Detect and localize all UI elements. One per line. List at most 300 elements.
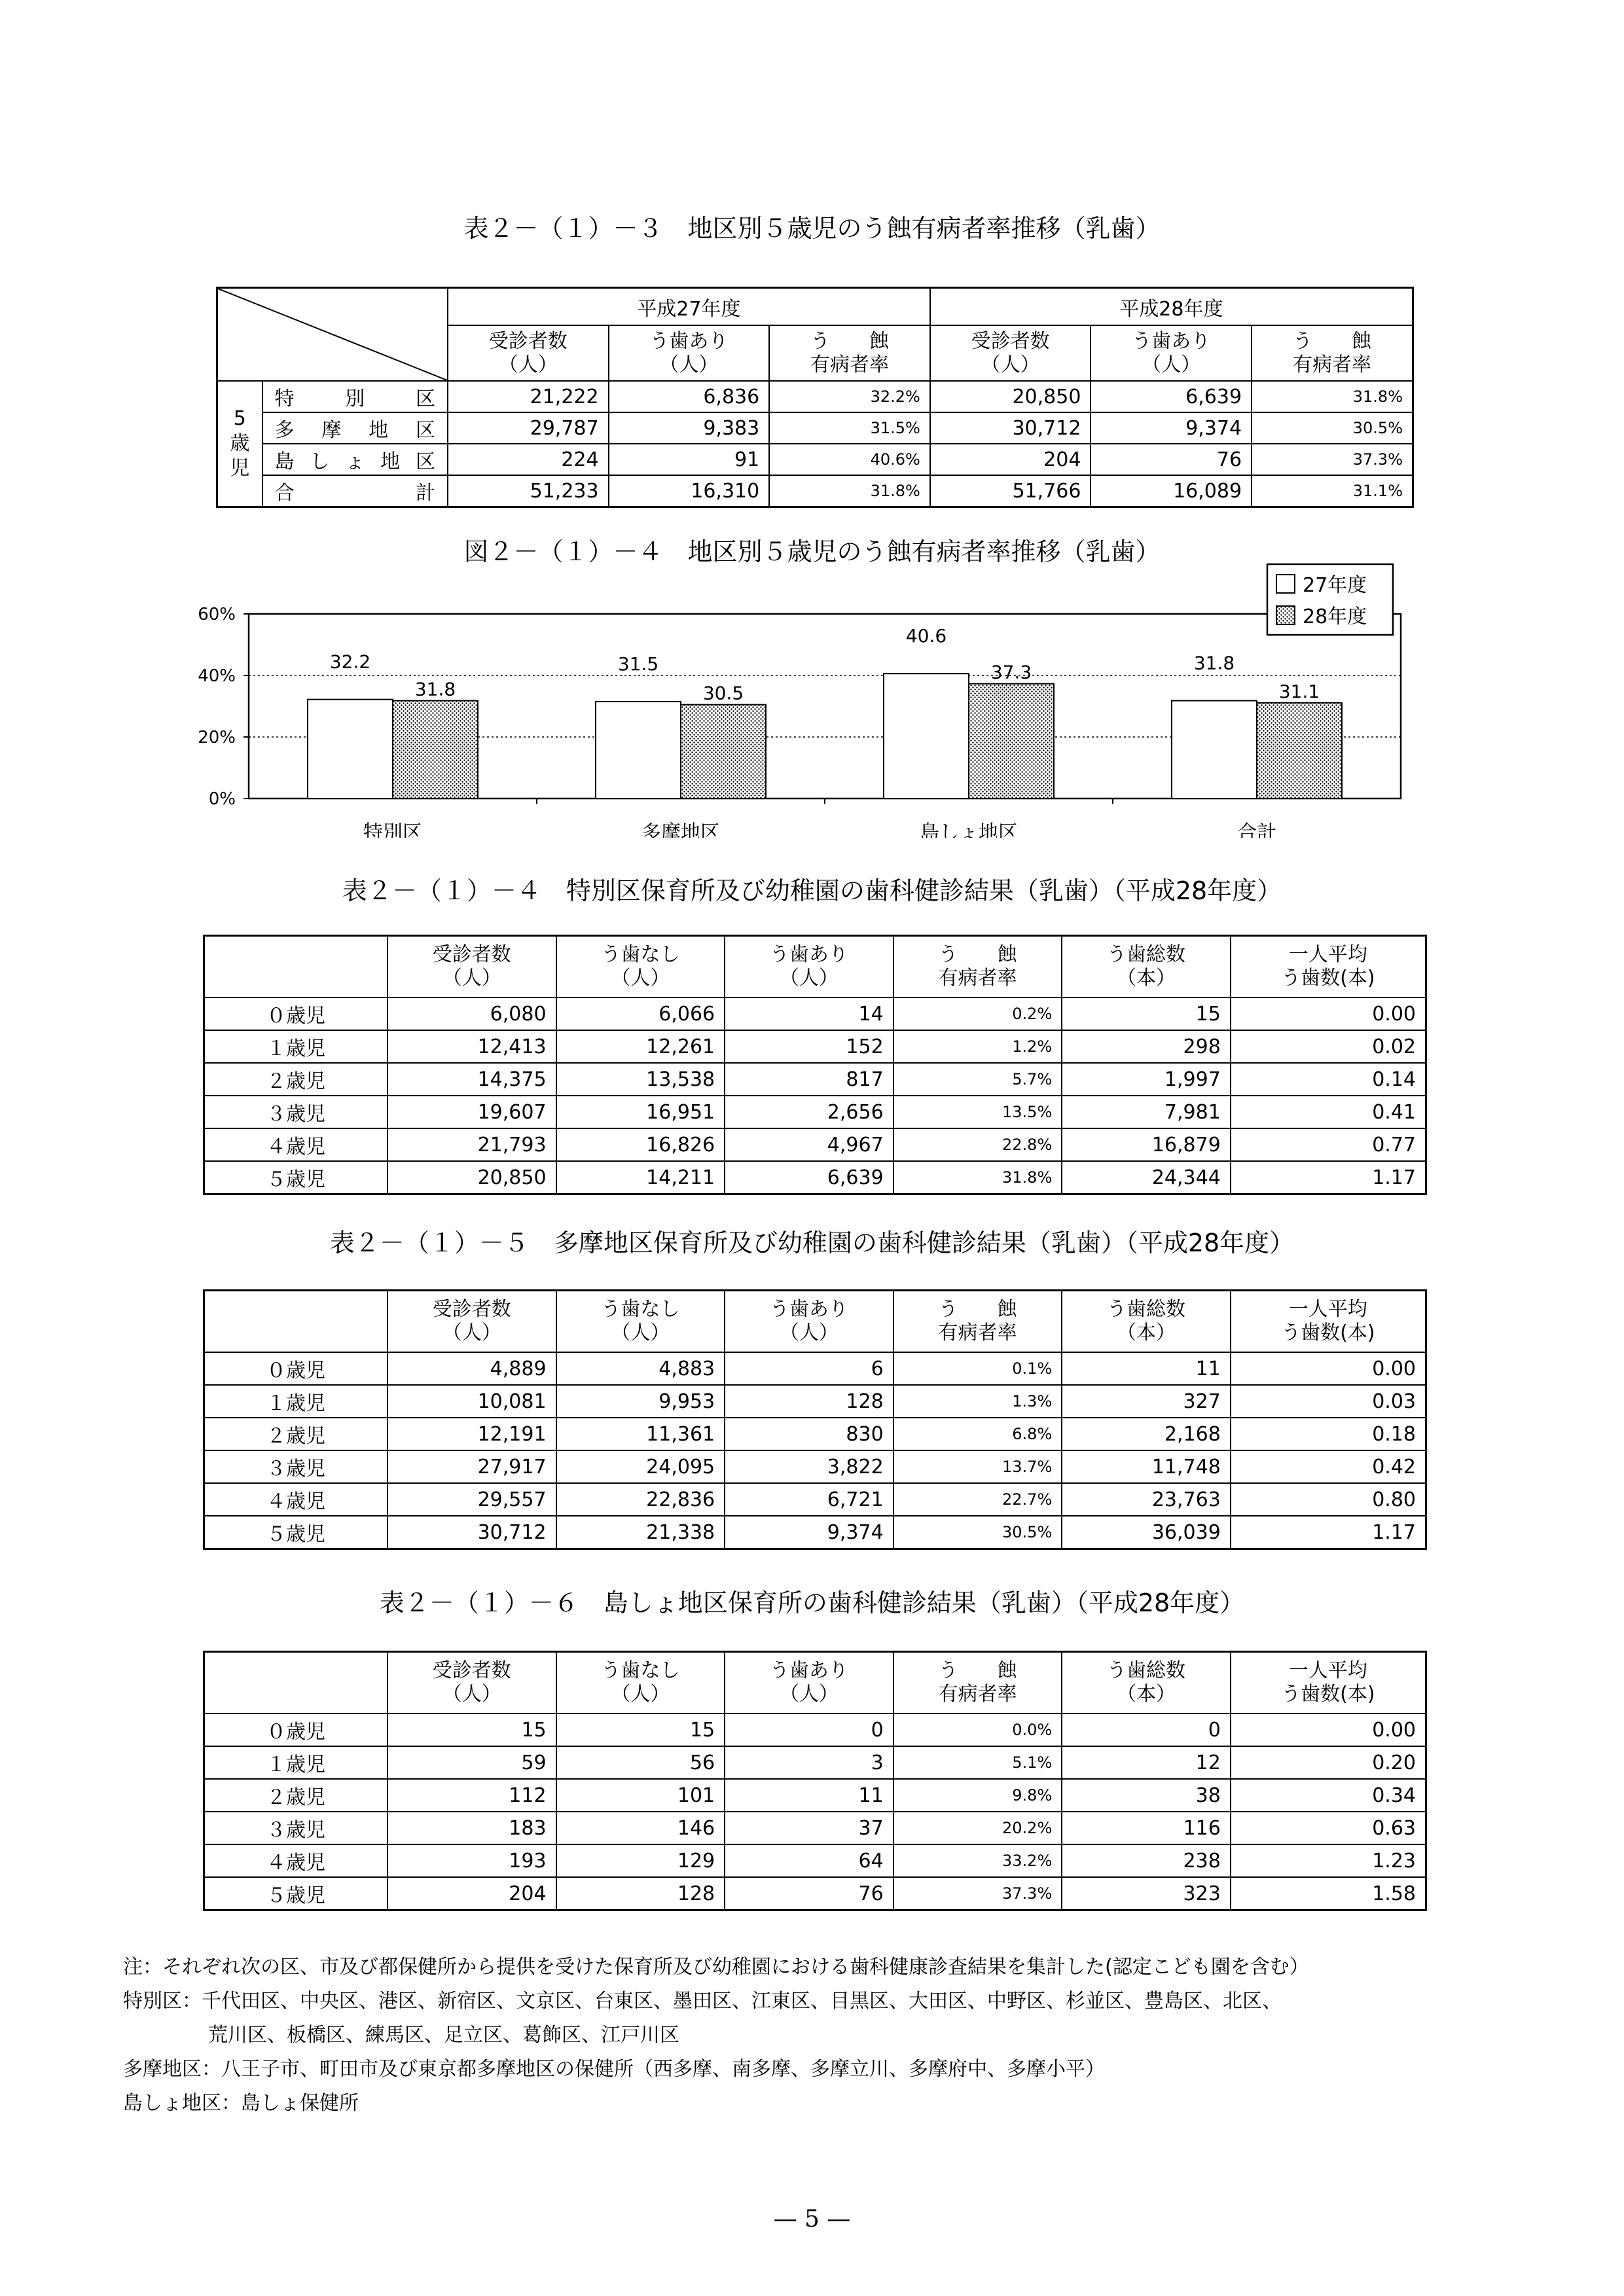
- table-cell: 0.00: [1231, 1352, 1426, 1385]
- table-cell: 1.58: [1231, 1877, 1426, 1910]
- table-cell: 12,191: [388, 1418, 556, 1450]
- table-cell: 22.7%: [893, 1483, 1062, 1516]
- bar-28-2: [969, 684, 1054, 798]
- x-category-label: 島しょ地区: [920, 821, 1018, 838]
- table-cell: 3,822: [725, 1450, 893, 1483]
- column-header-line1: う歯あり: [769, 943, 848, 966]
- table-cell: 7,981: [1062, 1096, 1231, 1128]
- table-cell: 27,917: [388, 1450, 556, 1483]
- table-cell: 0.00: [1231, 997, 1426, 1030]
- y-tick-label: 60%: [198, 605, 236, 624]
- bar-27-3: [1172, 701, 1257, 798]
- header-row: [204, 1291, 1426, 1353]
- table-cell: 76: [725, 1877, 893, 1910]
- table-cell: 24,095: [556, 1450, 725, 1483]
- table-row: [217, 475, 1413, 507]
- bar-27-1: [596, 702, 681, 798]
- table-cell: 129: [556, 1844, 725, 1877]
- table-cell: 0.63: [1231, 1812, 1426, 1844]
- table-cell: 9,383: [609, 412, 770, 444]
- table-cell: 9,953: [556, 1385, 725, 1418]
- column-header-line2: （本）: [1117, 1321, 1176, 1344]
- row-label: ０歳児: [204, 1352, 388, 1385]
- table-cell: 59: [388, 1746, 556, 1779]
- column-header: [388, 1652, 556, 1714]
- column-header: [388, 936, 556, 998]
- age-5-side-label: [217, 381, 262, 507]
- diagonal-line: [218, 289, 447, 380]
- row-label: ５歳児: [204, 1877, 388, 1910]
- table-cell: 13.5%: [893, 1096, 1062, 1128]
- column-header-line2: （人）: [1142, 353, 1201, 376]
- table-row: [204, 1418, 1426, 1450]
- column-header-line1: う歯総数: [1107, 943, 1186, 966]
- column-header: [388, 1291, 556, 1353]
- table-cell: 6.8%: [893, 1418, 1062, 1450]
- column-header-line1: う 蝕: [938, 1298, 1017, 1321]
- table-cell: 1.3%: [893, 1385, 1062, 1418]
- table-cell: 11,748: [1062, 1450, 1231, 1483]
- table-row: [204, 1483, 1426, 1516]
- table-cell: 13,538: [556, 1063, 725, 1096]
- table-row: [217, 444, 1413, 475]
- column-header-line1: う歯あり: [649, 329, 729, 353]
- column-header-line1: う歯あり: [769, 1659, 848, 1682]
- table-cell: 830: [725, 1418, 893, 1450]
- row-label: ３歳児: [204, 1450, 388, 1483]
- table-cell: 4,889: [388, 1352, 556, 1385]
- table-cell: 12,261: [556, 1030, 725, 1063]
- column-header-line1: 受診者数: [432, 943, 511, 966]
- column-header-line2: （本）: [1117, 1683, 1176, 1706]
- column-header-line2: （人）: [442, 967, 501, 990]
- column-header: [1062, 936, 1231, 998]
- column-header: [1231, 1291, 1426, 1353]
- row-label: １歳児: [204, 1746, 388, 1779]
- table-cell: 6,080: [388, 997, 556, 1030]
- data-label: 40.6: [905, 625, 947, 647]
- table-cell: 0.41: [1231, 1096, 1426, 1128]
- table-cell: 0.18: [1231, 1418, 1426, 1450]
- table-cell: 0.00: [1231, 1713, 1426, 1746]
- row-label: ４歳児: [204, 1844, 388, 1877]
- column-header: [769, 325, 930, 381]
- table-cell: 101: [556, 1779, 725, 1812]
- table-row: [217, 412, 1413, 444]
- column-header: [725, 1291, 893, 1353]
- column-header-line2: （人）: [779, 967, 839, 990]
- row-label: ５歳児: [204, 1161, 388, 1194]
- column-header-line1: う 蝕: [938, 1659, 1017, 1682]
- column-header-line1: 受診者数: [432, 1298, 511, 1321]
- table-cell: 23,763: [1062, 1483, 1231, 1516]
- table-cell: 146: [556, 1812, 725, 1844]
- table-row: [204, 1450, 1426, 1483]
- table-row: [204, 1030, 1426, 1063]
- column-header-line1: う 蝕: [938, 943, 1017, 966]
- table-cell: 5.7%: [893, 1063, 1062, 1096]
- table-cell: 0.2%: [893, 997, 1062, 1030]
- table-cell: 91: [609, 444, 770, 475]
- table-row: [204, 1063, 1426, 1096]
- table4: [203, 935, 1427, 1195]
- table-cell: 4,967: [725, 1128, 893, 1161]
- x-category-label: 特別区: [363, 821, 422, 838]
- table-cell: 327: [1062, 1385, 1231, 1418]
- table-cell: 1.23: [1231, 1844, 1426, 1877]
- table-cell: 22.8%: [893, 1128, 1062, 1161]
- data-label: 31.8: [1193, 652, 1235, 674]
- legend-label: 28年度: [1303, 605, 1367, 628]
- data-label: 32.2: [329, 651, 371, 673]
- chart-title: 図２－（１）－４ 地区別５歳児のう蝕有病者率推移（乳歯）: [463, 537, 1161, 566]
- column-header-line2: 有病者率: [1293, 353, 1372, 376]
- table-cell: 0.02: [1231, 1030, 1426, 1063]
- column-header-line1: 一人平均: [1288, 943, 1367, 966]
- note-shima: 島しょ地区：島しょ保健所: [123, 2092, 359, 2115]
- table-cell: 76: [1091, 444, 1252, 475]
- table-cell: 31.1%: [1252, 475, 1413, 507]
- table-cell: 21,338: [556, 1516, 725, 1549]
- data-label: 31.8: [414, 678, 456, 700]
- note-main: 注：それぞれ次の区、市及び都保健所から提供を受けた保育所及び幼稚園における歯科健康診査結果を集計した(認定こども園を含む）: [123, 1956, 1309, 1979]
- table-row: [204, 1352, 1426, 1385]
- row-label: 島 し ょ 地 区: [262, 444, 448, 475]
- table-cell: 10,081: [388, 1385, 556, 1418]
- bar-27-0: [308, 700, 393, 798]
- table-cell: 37: [725, 1812, 893, 1844]
- table-cell: 15: [556, 1713, 725, 1746]
- column-header-line2: う歯数(本): [1281, 1321, 1375, 1344]
- table-cell: 30.5%: [1252, 412, 1413, 444]
- table-cell: 12,413: [388, 1030, 556, 1063]
- table-cell: 2,656: [725, 1096, 893, 1128]
- row-label: 特 別 区: [262, 381, 448, 412]
- header-row: [204, 1652, 1426, 1714]
- table-cell: 204: [388, 1877, 556, 1910]
- column-header: [556, 1291, 725, 1353]
- table-cell: 37.3%: [893, 1877, 1062, 1910]
- column-header: [893, 1291, 1062, 1353]
- column-header-line1: 受診者数: [432, 1659, 511, 1682]
- table-cell: 128: [725, 1385, 893, 1418]
- table3-title: 表２－（１）－３ 地区別５歳児のう蝕有病者率推移（乳歯）: [463, 214, 1161, 243]
- column-header: [1062, 1291, 1231, 1353]
- table-row: [204, 1385, 1426, 1418]
- table-cell: 16,089: [1091, 475, 1252, 507]
- note-tokubetsu-cont: 荒川区、板橋区、練馬区、足立区、葛飾区、江戸川区: [208, 2024, 679, 2047]
- table-cell: 1.2%: [893, 1030, 1062, 1063]
- table-cell: 9.8%: [893, 1779, 1062, 1812]
- table-cell: 4,883: [556, 1352, 725, 1385]
- table-cell: 30,712: [930, 412, 1091, 444]
- table-cell: 0.20: [1231, 1746, 1426, 1779]
- column-header-line1: 受診者数: [488, 329, 568, 353]
- row-label: ２歳児: [204, 1418, 388, 1450]
- table5-title: 表２－（１）－５ 多摩地区保育所及び幼稚園の歯科健診結果（乳歯）（平成28年度）: [329, 1229, 1295, 1257]
- row-label: ３歳児: [204, 1096, 388, 1128]
- table-cell: 37.3%: [1252, 444, 1413, 475]
- legend-swatch: [1276, 575, 1295, 593]
- year-header-27: 平成27年度: [448, 288, 930, 326]
- corner-cell: [204, 1291, 388, 1353]
- table-row: [204, 1516, 1426, 1549]
- table-cell: 3: [725, 1746, 893, 1779]
- column-header-line2: （人）: [442, 1321, 501, 1344]
- column-header-line2: う歯数(本): [1281, 1683, 1375, 1706]
- table-cell: 323: [1062, 1877, 1231, 1910]
- row-label: 多 摩 地 区: [262, 412, 448, 444]
- y-tick-label: 40%: [198, 666, 236, 686]
- bar-chart: [177, 563, 1453, 838]
- column-header-line2: （人）: [659, 353, 719, 376]
- table-cell: 817: [725, 1063, 893, 1096]
- column-header: [725, 1652, 893, 1714]
- row-label: １歳児: [204, 1385, 388, 1418]
- table-row: [204, 1844, 1426, 1877]
- column-header-line1: 受診者数: [971, 329, 1050, 353]
- data-label: 31.5: [617, 653, 659, 675]
- table-cell: 6,721: [725, 1483, 893, 1516]
- table-cell: 9,374: [725, 1516, 893, 1549]
- x-category-label: 合計: [1237, 821, 1276, 838]
- table-cell: 40.6%: [769, 444, 930, 475]
- row-label: ０歳児: [204, 997, 388, 1030]
- corner-cell: [204, 936, 388, 998]
- column-header-line2: （本）: [1117, 967, 1176, 990]
- table-cell: 15: [388, 1713, 556, 1746]
- table-cell: 51,233: [448, 475, 609, 507]
- note-tokubetsu: 特別区：千代田区、中央区、港区、新宿区、文京区、台東区、墨田区、江東区、目黒区、大田区、中野区、杉並区、豊島区、北区、: [123, 1990, 1282, 2013]
- column-header: [893, 936, 1062, 998]
- bar-28-1: [681, 705, 766, 798]
- legend-label: 27年度: [1303, 574, 1367, 597]
- column-header: [609, 325, 770, 381]
- data-label: 37.3: [990, 661, 1032, 683]
- table-cell: 22,836: [556, 1483, 725, 1516]
- table-cell: 30,712: [388, 1516, 556, 1549]
- column-header-line2: （人）: [498, 353, 558, 376]
- table-cell: 11: [725, 1779, 893, 1812]
- column-header: [1252, 325, 1413, 381]
- table-cell: 56: [556, 1746, 725, 1779]
- column-header: [1231, 1652, 1426, 1714]
- table-row: [204, 1746, 1426, 1779]
- table-row: [204, 1161, 1426, 1194]
- table-cell: 51,766: [930, 475, 1091, 507]
- row-label: ４歳児: [204, 1483, 388, 1516]
- table-row: [204, 1779, 1426, 1812]
- diagonal-header-cell: [217, 288, 448, 382]
- page-number: — 5 —: [773, 2206, 851, 2233]
- table-cell: 38: [1062, 1779, 1231, 1812]
- table-row: [217, 381, 1413, 412]
- table-cell: 15: [1062, 997, 1231, 1030]
- column-header-line2: （人）: [611, 967, 670, 990]
- table-cell: 204: [930, 444, 1091, 475]
- data-label: 30.5: [702, 682, 744, 704]
- bar-28-3: [1257, 703, 1342, 798]
- corner-cell: [204, 1652, 388, 1714]
- table-cell: 152: [725, 1030, 893, 1063]
- table-cell: 14,375: [388, 1063, 556, 1096]
- column-header-line1: 一人平均: [1288, 1298, 1367, 1321]
- column-header: [930, 325, 1091, 381]
- y-tick-label: 0%: [208, 789, 236, 809]
- table-cell: 16,879: [1062, 1128, 1231, 1161]
- y-tick-label: 20%: [198, 728, 236, 747]
- table-cell: 31.5%: [769, 412, 930, 444]
- table-row: [204, 1128, 1426, 1161]
- column-header-line1: う歯なし: [601, 1659, 680, 1682]
- table-row: [204, 1713, 1426, 1746]
- bar-27-2: [884, 673, 969, 798]
- table-cell: 6,639: [725, 1161, 893, 1194]
- column-header-line2: （人）: [611, 1683, 670, 1706]
- table-cell: 224: [448, 444, 609, 475]
- table-cell: 32.2%: [769, 381, 930, 412]
- column-header-line2: （人）: [442, 1683, 501, 1706]
- table-cell: 12: [1062, 1746, 1231, 1779]
- row-label: ２歳児: [204, 1779, 388, 1812]
- table-row: [204, 1096, 1426, 1128]
- table-cell: 31.8%: [1252, 381, 1413, 412]
- table-cell: 14: [725, 997, 893, 1030]
- column-header-line1: 一人平均: [1288, 1659, 1367, 1682]
- table-cell: 21,793: [388, 1128, 556, 1161]
- table-cell: 11: [1062, 1352, 1231, 1385]
- table-cell: 29,557: [388, 1483, 556, 1516]
- table-cell: 16,951: [556, 1096, 725, 1128]
- column-header-line1: う歯なし: [601, 1298, 680, 1321]
- table-cell: 20,850: [388, 1161, 556, 1194]
- column-header-line1: う 蝕: [810, 329, 890, 353]
- table-cell: 1.17: [1231, 1161, 1426, 1194]
- column-header-line2: 有病者率: [810, 353, 890, 376]
- table-cell: 0.80: [1231, 1483, 1426, 1516]
- column-header-line1: う 蝕: [1293, 329, 1372, 353]
- table-cell: 36,039: [1062, 1516, 1231, 1549]
- column-header-line1: う歯総数: [1107, 1298, 1186, 1321]
- table-cell: 128: [556, 1877, 725, 1910]
- table-cell: 0.1%: [893, 1352, 1062, 1385]
- table-cell: 6,836: [609, 381, 770, 412]
- column-header: [556, 1652, 725, 1714]
- table-row: [204, 1877, 1426, 1910]
- table-cell: 31.8%: [893, 1161, 1062, 1194]
- column-header-line2: （人）: [611, 1321, 670, 1344]
- table4-title: 表２－（１）－４ 特別区保育所及び幼稚園の歯科健診結果（乳歯）（平成28年度）: [342, 876, 1282, 905]
- table-cell: 0.77: [1231, 1128, 1426, 1161]
- table-cell: 6,066: [556, 997, 725, 1030]
- table-cell: 16,826: [556, 1128, 725, 1161]
- row-label: ３歳児: [204, 1812, 388, 1844]
- table-cell: 9,374: [1091, 412, 1252, 444]
- table-cell: 0: [725, 1713, 893, 1746]
- table6: [203, 1651, 1427, 1911]
- table-cell: 30.5%: [893, 1516, 1062, 1549]
- table-cell: 11,361: [556, 1418, 725, 1450]
- column-header-line1: う歯あり: [769, 1298, 848, 1321]
- data-label: 31.1: [1278, 680, 1320, 702]
- column-header: [1231, 936, 1426, 998]
- row-label: ２歳児: [204, 1063, 388, 1096]
- row-label: 合 計: [262, 475, 448, 507]
- column-header-line2: 有病者率: [938, 967, 1017, 990]
- side-label-char: 5: [233, 407, 246, 430]
- table-cell: 24,344: [1062, 1161, 1231, 1194]
- table-cell: 6: [725, 1352, 893, 1385]
- table-cell: 6,639: [1091, 381, 1252, 412]
- column-header: [725, 936, 893, 998]
- column-header-line2: 有病者率: [938, 1683, 1017, 1706]
- column-header-line1: う歯総数: [1107, 1659, 1186, 1682]
- column-header-line1: う歯あり: [1132, 329, 1211, 353]
- column-header: [556, 936, 725, 998]
- table-cell: 1,997: [1062, 1063, 1231, 1096]
- column-header: [1062, 1652, 1231, 1714]
- row-label: ４歳児: [204, 1128, 388, 1161]
- table-cell: 20.2%: [893, 1812, 1062, 1844]
- x-category-label: 多摩地区: [641, 821, 720, 838]
- table-cell: 0.34: [1231, 1779, 1426, 1812]
- table-cell: 16,310: [609, 475, 770, 507]
- table3: [216, 287, 1414, 508]
- table-row: [204, 1812, 1426, 1844]
- table-cell: 5.1%: [893, 1746, 1062, 1779]
- table-cell: 19,607: [388, 1096, 556, 1128]
- table-cell: 21,222: [448, 381, 609, 412]
- table-cell: 0: [1062, 1713, 1231, 1746]
- table-row: [204, 997, 1426, 1030]
- table-cell: 14,211: [556, 1161, 725, 1194]
- table-cell: 193: [388, 1844, 556, 1877]
- table5: [203, 1289, 1427, 1550]
- table-cell: 13.7%: [893, 1450, 1062, 1483]
- note-tama: 多摩地区：八王子市、町田市及び東京都多摩地区の保健所（西多摩、南多摩、多摩立川、多摩府中、多摩小平）: [123, 2058, 1105, 2081]
- table-cell: 183: [388, 1812, 556, 1844]
- column-header: [1091, 325, 1252, 381]
- table-cell: 33.2%: [893, 1844, 1062, 1877]
- table-cell: 2,168: [1062, 1418, 1231, 1450]
- table-cell: 64: [725, 1844, 893, 1877]
- chart-area: [177, 563, 1453, 838]
- row-label: ５歳児: [204, 1516, 388, 1549]
- bar-28-0: [393, 701, 478, 798]
- legend-swatch: [1276, 606, 1295, 624]
- table-cell: 112: [388, 1779, 556, 1812]
- table-cell: 20,850: [930, 381, 1091, 412]
- table-cell: 29,787: [448, 412, 609, 444]
- table-cell: 1.17: [1231, 1516, 1426, 1549]
- side-label-char: 歳: [230, 432, 250, 455]
- table-cell: 0.03: [1231, 1385, 1426, 1418]
- table-cell: 298: [1062, 1030, 1231, 1063]
- table-cell: 238: [1062, 1844, 1231, 1877]
- side-label-char: 児: [230, 457, 250, 480]
- column-header-line2: 有病者率: [938, 1321, 1017, 1344]
- column-header-line2: （人）: [981, 353, 1040, 376]
- table-cell: 0.0%: [893, 1713, 1062, 1746]
- year-header-28: 平成28年度: [930, 288, 1413, 326]
- column-header-line2: う歯数(本): [1281, 967, 1375, 990]
- column-header-line1: う歯なし: [601, 943, 680, 966]
- column-header: [448, 325, 609, 381]
- table-cell: 0.14: [1231, 1063, 1426, 1096]
- header-row: [204, 936, 1426, 998]
- table-cell: 31.8%: [769, 475, 930, 507]
- column-header-line2: （人）: [779, 1683, 839, 1706]
